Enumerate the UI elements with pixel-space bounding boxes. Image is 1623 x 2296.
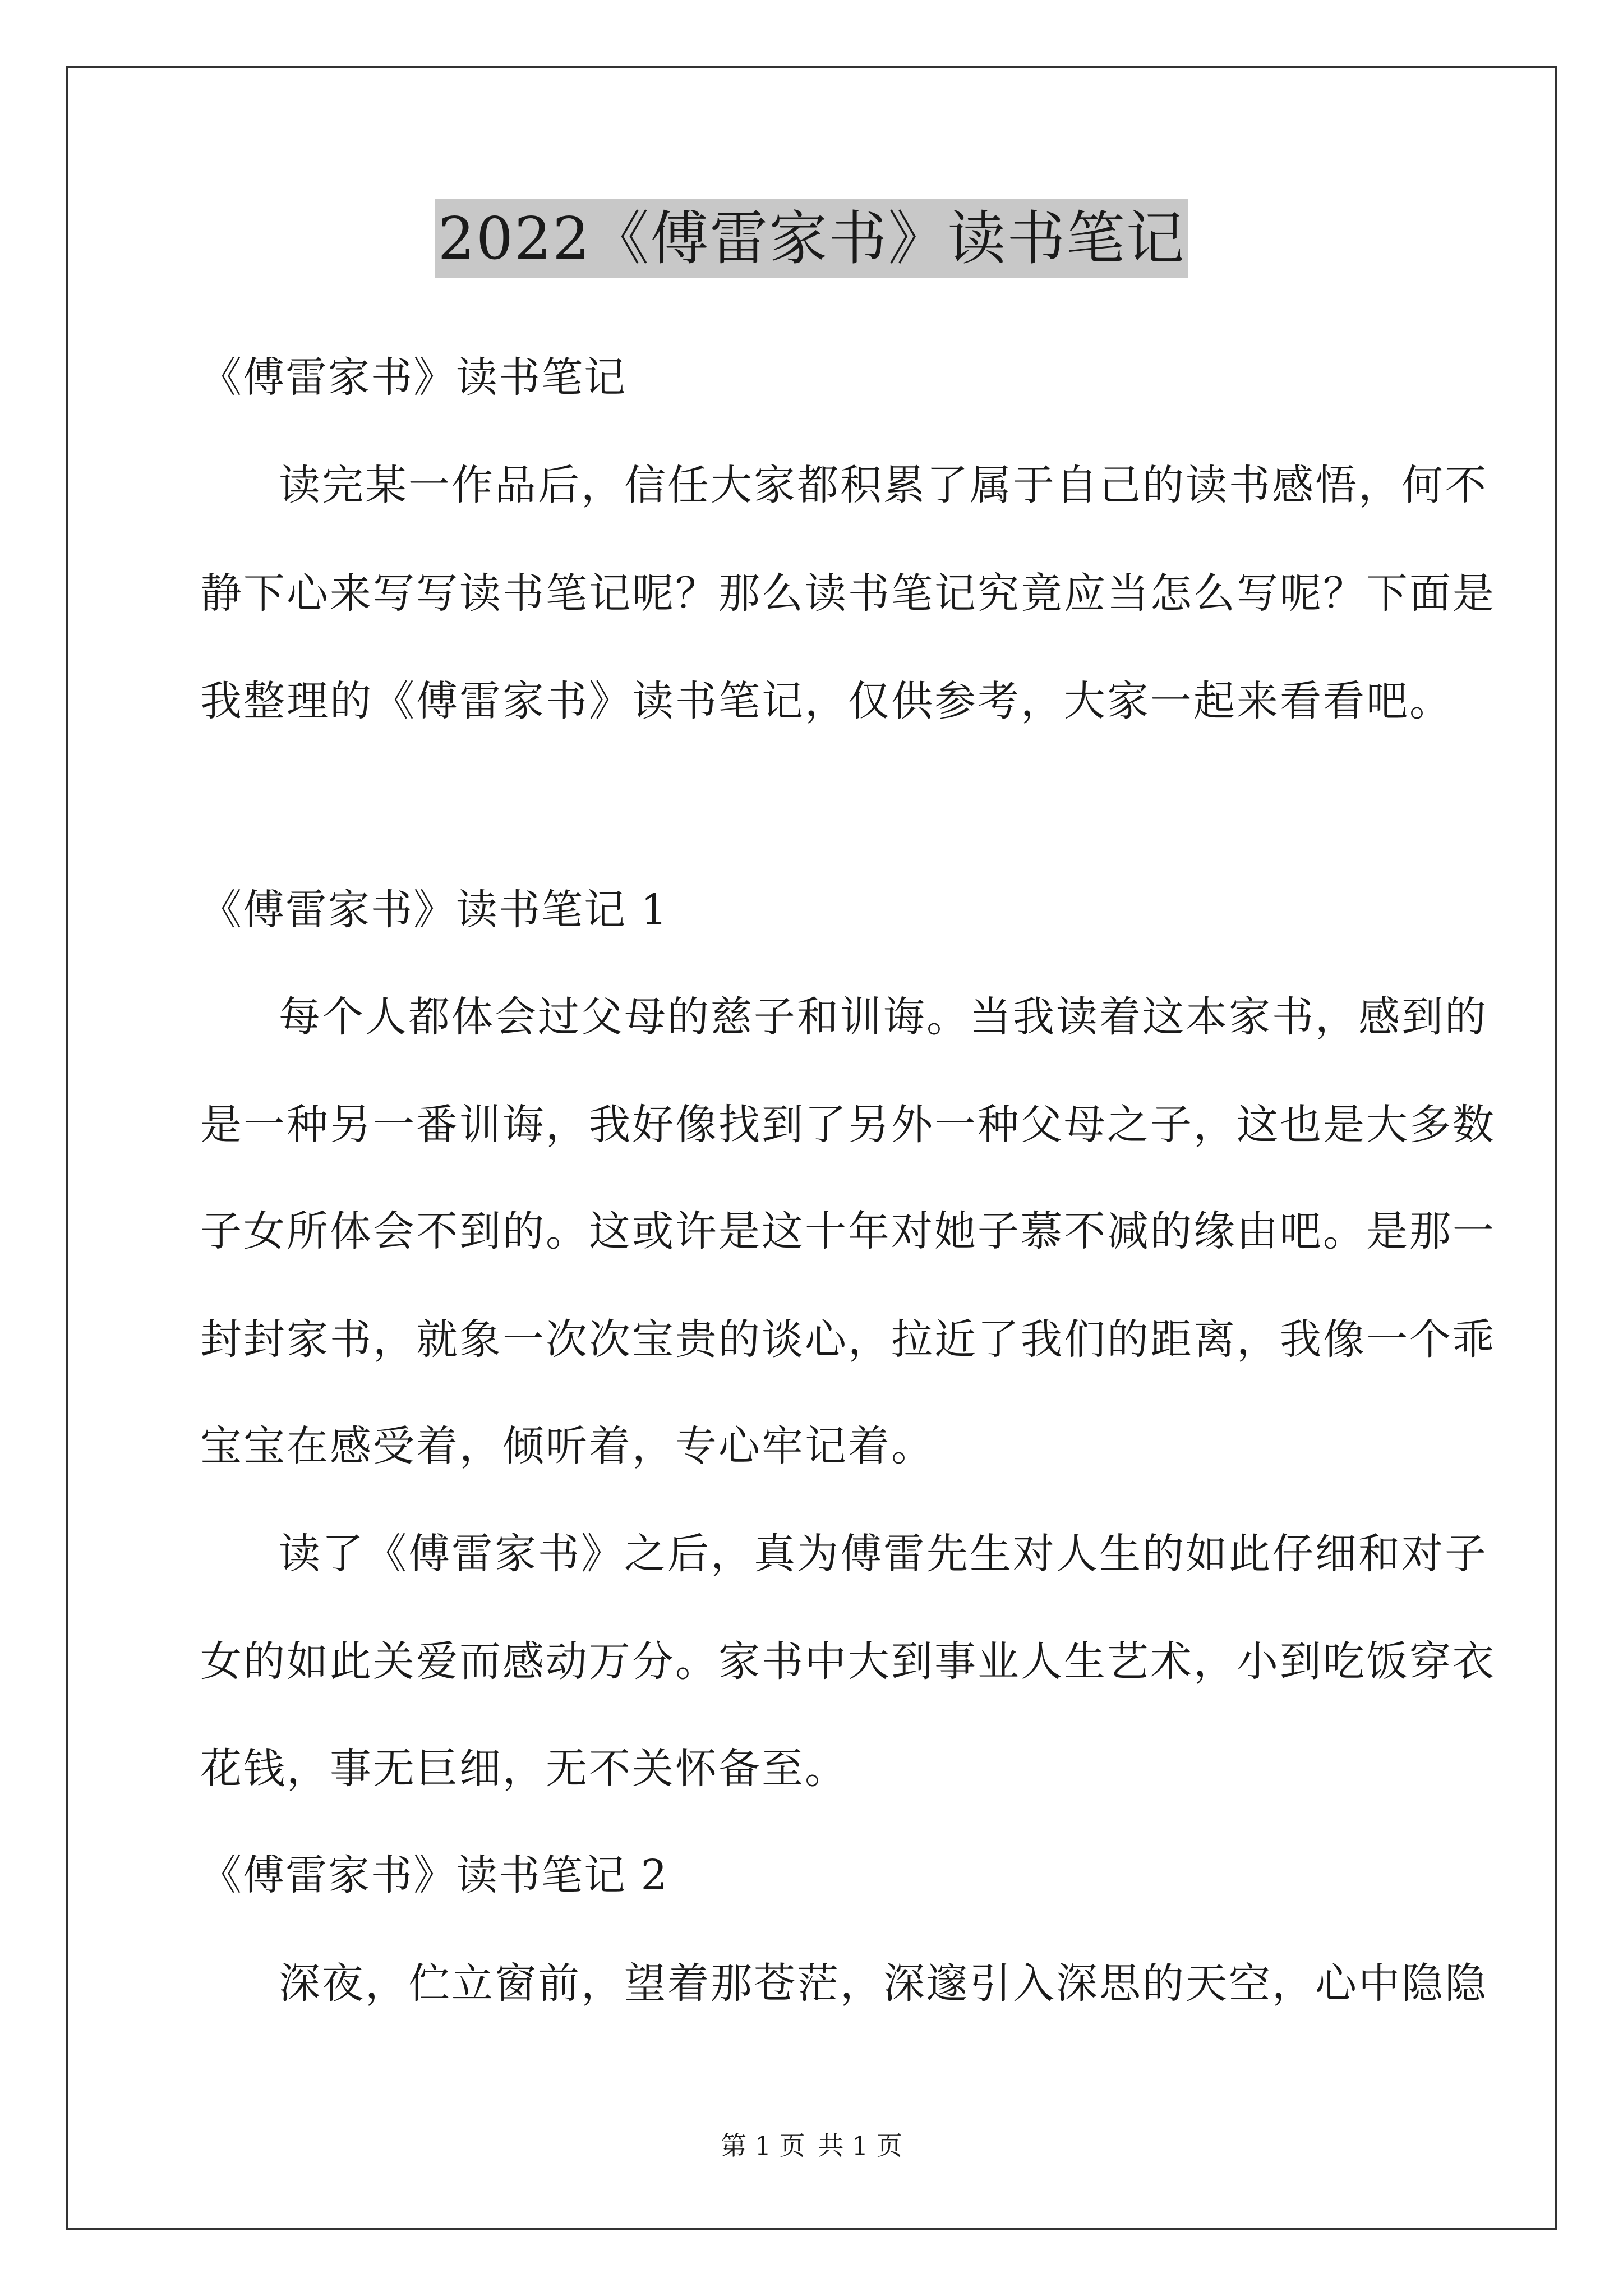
total-pages: 共 1 页 xyxy=(818,2131,902,2161)
page-number: 第 1 页 xyxy=(721,2131,805,2161)
section1-para2-line-3: 花钱，事无巨细，无不关怀备至。 xyxy=(200,1745,848,1793)
section1-heading: 《傅雷家书》读书笔记 1 xyxy=(200,886,668,934)
section1-para2-line-2: 女的如此关爱而感动万分。家书中大到事业人生艺术，小到吃饭穿衣 xyxy=(200,1637,1496,1686)
title-container xyxy=(0,199,1623,278)
intro-line-2: 静下心来写写读书笔记呢？那么读书笔记究竟应当怎么写呢？下面是 xyxy=(200,569,1496,618)
section2-para1-line-1: 深夜，伫立窗前，望着那苍茫，深邃引入深思的天空，心中隐隐 xyxy=(279,1959,1488,2008)
intro-line-3: 我整理的《傅雷家书》读书笔记，仅供参考，大家一起来看看吧。 xyxy=(200,677,1453,725)
section1-para1-line-1: 每个人都体会过父母的慈子和训诲。当我读着这本家书，感到的 xyxy=(279,993,1488,1041)
section2-heading: 《傅雷家书》读书笔记 2 xyxy=(200,1851,668,1899)
main-heading: 《傅雷家书》读书笔记 xyxy=(200,353,626,402)
document-title: 2022《傅雷家书》读书笔记 xyxy=(435,199,1189,278)
section1-para1-line-2: 是一种另一番训诲，我好像找到了另外一种父母之子，这也是大多数 xyxy=(200,1101,1496,1149)
intro-line-1: 读完某一作品后，信任大家都积累了属于自己的读书感悟，何不 xyxy=(279,461,1488,509)
section1-para2-line-1: 读了《傅雷家书》之后，真为傅雷先生对人生的如此仔细和对子 xyxy=(279,1530,1488,1578)
page-footer xyxy=(0,2130,1623,2161)
section1-para1-line-5: 宝宝在感受着，倾听着，专心牢记着。 xyxy=(200,1422,934,1470)
section1-para1-line-4: 封封家书，就象一次次宝贵的谈心，拉近了我们的距离，我像一个乖 xyxy=(200,1315,1496,1364)
section1-para1-line-3: 子女所体会不到的。这或许是这十年对她子慕不减的缘由吧。是那一 xyxy=(200,1207,1496,1255)
